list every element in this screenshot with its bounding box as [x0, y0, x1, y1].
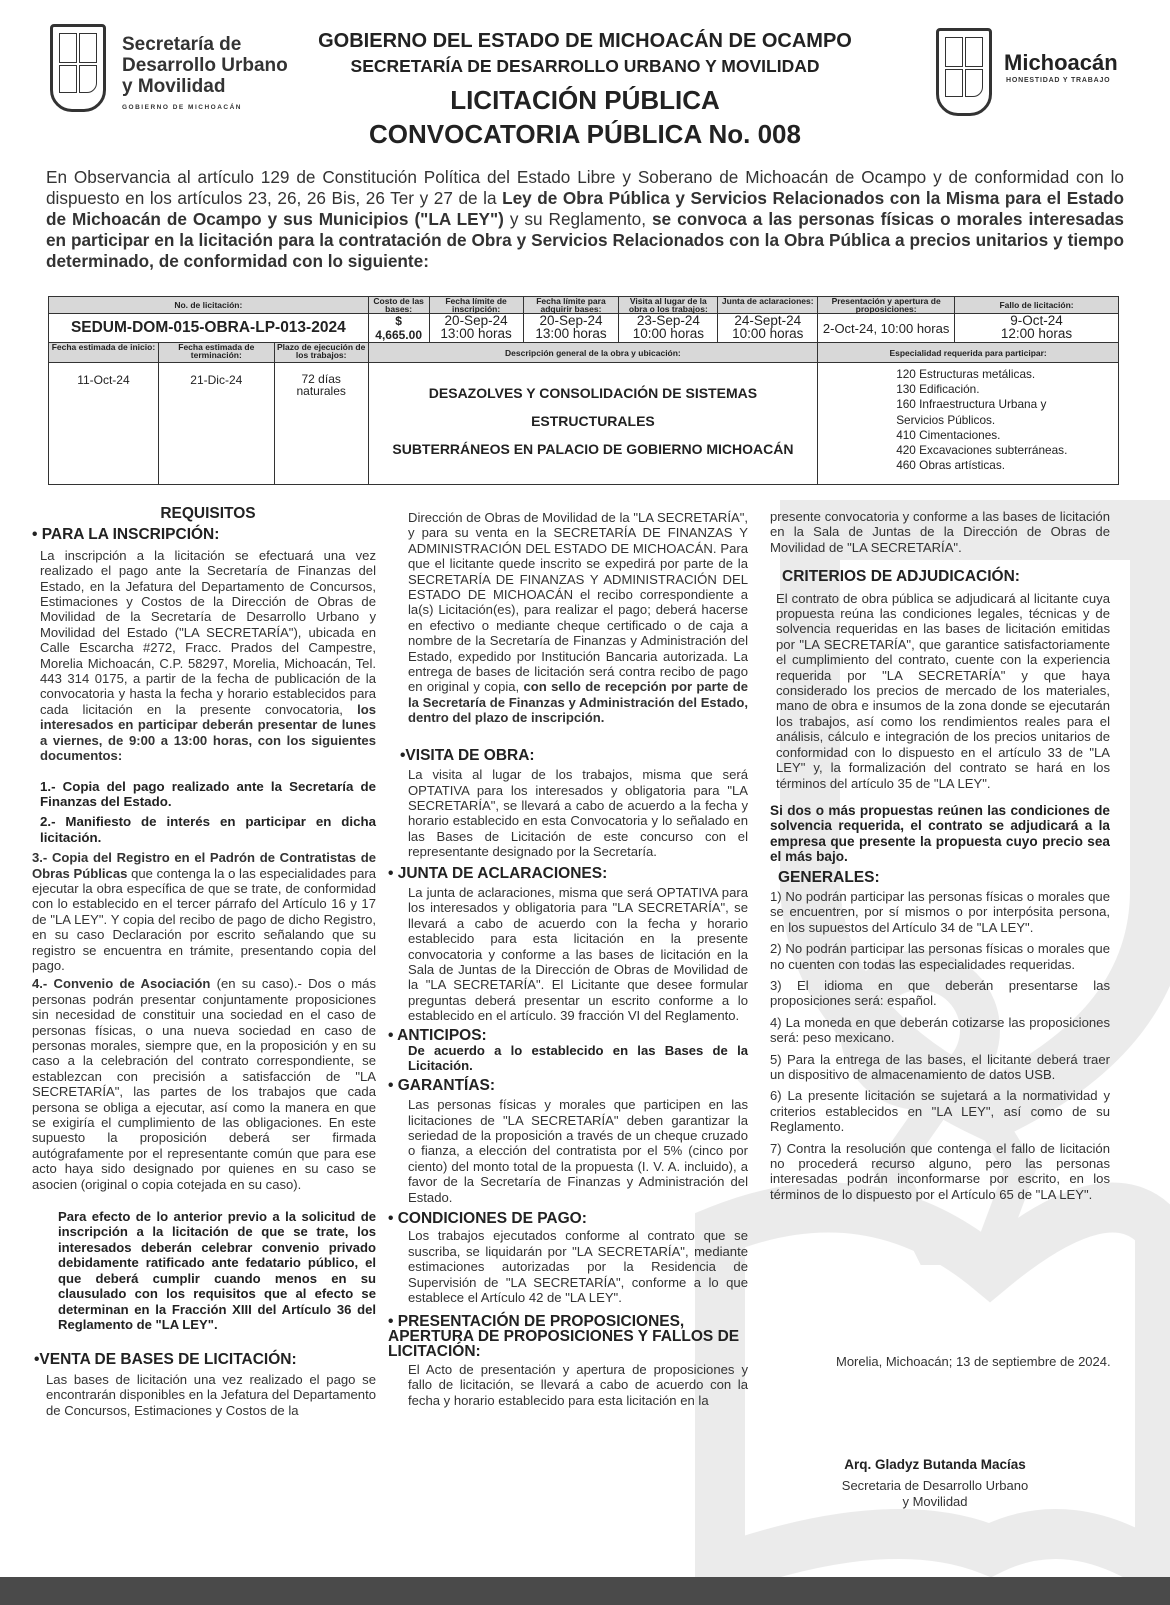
inscripcion-heading: • PARA LA INSCRIPCIÓN: — [32, 526, 220, 544]
cell-line: naturales — [296, 384, 346, 398]
cell-visita — [619, 314, 718, 343]
header-government: GOBIERNO DEL ESTADO DE MICHOACÁN DE OCAMPO — [318, 30, 852, 52]
general-3: 3) El idioma en que deberán presentarse las proposiciones será: español. — [770, 977, 1110, 1009]
criterios-heading: CRITERIOS DE ADJUDICACIÓN: — [782, 568, 1020, 586]
esp-item: Servicios Públicos. — [896, 412, 996, 427]
pago-heading: • CONDICIONES DE PAGO: — [388, 1210, 587, 1228]
cell-especialidad — [818, 363, 1119, 485]
presentacion-text: El Acto de presentación y apertura de proposiciones y fallo de licitación, se llevará a cabo de acuerdo con la fecha y horario establecido para esta licitación en la — [408, 1361, 748, 1408]
left-org-line: Secretaría de — [122, 34, 242, 55]
esp-item: 420 Excavaciones subterráneas. — [896, 443, 1068, 458]
cell-descripcion — [368, 363, 818, 485]
inscripcion-bold: los interesados en participar deberán presentar de lunes a viernes, de 9:00 a 13:00 horas, con los siguientes documentos: — [40, 701, 376, 764]
venta-text: Las bases de licitación una vez realizado el pago se encontrarán disponibles en la Jefatura del Departamento de Concursos, Estimaciones y Costos de la — [46, 1371, 376, 1418]
pago-text: Los trabajos ejecutados conforme al contrato que se suscriba, se liquidarán por "LA SECRETARÍA", mediante estimaciones autorizadas por la Residencia de Supervisión de "LA SECRETARÍA", conforme a lo que establece el Artículo 42 de "LA LEY". — [408, 1228, 748, 1306]
header-licitacion: LICITACIÓN PÚBLICA — [450, 85, 720, 115]
footer-bar — [0, 1577, 1170, 1605]
inscripcion-body: La inscripción a la licitación se efectuará una vez realizado el pago ante la Secretaría de Finanzas del Estado, en la Jefatura del Departamento de Concursos, Estimaciones y Costos de la Dirección de Obras de Movilidad de la Secretaría de Desarrollo Urbano y Movilidad del Estado ("LA SECRETARÍA"), ubicada en Calle Escarcha #272, Fracc. Prados del Campestre, Morelia Michoacán, C.P. 58297, Morelia, Michoacán, Tel. 443 314 0175, a partir de la fecha de publicación de la convocatoria y hasta la fecha y horario establecidos para cada licitación en la presente convocatoria, — [40, 547, 376, 717]
cell-fallo — [955, 314, 1119, 343]
cell-termino: 21-Dic-24 — [158, 363, 274, 485]
cell-presentacion: 2-Oct-24, 10:00 horas — [818, 314, 955, 343]
requisito-4-body: (en su caso).- Dos o más personas podrán presentar conjuntamente proposiciones sin necesidad de constituir una sociedad en el caso de personas físicas, o una nueva sociedad en caso de personas morales, siempre que, en la proposición y en su caso a la celebración del contrato correspondiente, se establezcan con precisión a satisfacción de "LA SECRETARÍA", las partes de los trabajos que cada persona se obliga a ejecutar, así como la manera en que se exigiría el cumplimiento de las obligaciones. En este supuesto la proposición deberá ser firmada autógrafamente por el representante común que para ese acto haya sido designado por quienes en su caso se asocien (original o copia cotejada en su caso). — [32, 976, 376, 1192]
cell-junta — [718, 314, 818, 343]
general-6: 6) La presente licitación se sujetará a la normatividad y criterios establecidos en "LA LEY", así como de su Reglamento. — [770, 1088, 1110, 1135]
cell-line: 23-Sep-24 — [636, 313, 700, 328]
crest-quadrant — [945, 37, 963, 67]
th-presentacion: Presentación y apertura de proposiciones: — [818, 297, 955, 314]
esp-item: 130 Edificación. — [896, 382, 980, 397]
requisito-3-body: que contenga la o las especialidades para ejecutar la obra específica de que se trate, de conformidad con lo establecido en el tercer párrafo del Artículo 16 y 17 de "LA LEY". Y copia del recibo de pago de dicho Registro, en su caso Declaración por escrito señalando que su registro se encuentra en trámite, presentando copia del pago. — [32, 865, 376, 973]
general-5: 5) Para la entrega de las bases, el licitante deberá traer un dispositivo de almacenamiento de datos USB. — [770, 1051, 1110, 1082]
cell-plazo — [274, 363, 368, 485]
column-1 — [32, 505, 376, 1418]
cell-no-licitacion: SEDUM-DOM-015-OBRA-LP-013-2024 — [49, 314, 369, 343]
cell-line: 10:00 horas — [732, 326, 804, 341]
requisito-3-title: 3.- Copia del Registro en el Padrón de Contratistas de Obras Públicas — [32, 850, 376, 881]
th-costo: Costo de las bases: — [368, 297, 429, 314]
cell-line: 72 días — [301, 372, 341, 386]
cell-line: 9-Oct-24 — [1010, 313, 1063, 328]
th-visita: Visita al lugar de la obra o los trabajos: — [619, 297, 718, 314]
junta-text: La junta de aclaraciones, misma que será OPTATIVA para los interesados y obligatoria para "LA SECRETARÍA", se llevará a cabo de acuerdo con la fecha y horario establecido para esta licitación en la presente convocatoria y conforme a las bases de licitación en la Sala de Juntas de la Dirección de Obras de Movilidad de la "LA SECRETARÍA". El Licitante que desee formular preguntas deberá presentar un escrito conforme a lo establecido en el artículo. 39 fracción VI del Reglamento. — [408, 884, 748, 1024]
crest-quadrant — [965, 69, 983, 97]
cell-inicio: 11-Oct-24 — [49, 363, 159, 485]
th-limite-bases: Fecha límite para adquirir bases: — [523, 297, 619, 314]
cell-line: 12:00 horas — [1000, 326, 1073, 341]
esp-item: 120 Estructuras metálicas. — [896, 367, 1036, 381]
intro-text: En Observancia al artículo 129 de Constitución Política del Estado Libre y Soberano de Michoacán de Ocampo y de conformidad con lo dispuesto en los artículos 23, 26, 26 Bis, 26 Ter y 27 de la — [46, 167, 1124, 208]
esp-item: 160 Infraestructura Urbana y — [896, 397, 1047, 412]
presentacion-continuation: presente convocatoria y conforme a las bases de licitación en la Sala de Juntas de la Dirección de Obras de Movilidad de "LA SECRETARÍA". — [770, 509, 1110, 555]
anticipos-heading: • ANTICIPOS: — [388, 1026, 487, 1044]
th-plazo: Plazo de ejecución de los trabajos: — [274, 343, 368, 363]
requisito-3 — [32, 850, 376, 973]
garantias-text: Las personas físicas y morales que participen en las licitaciones de "LA SECRETARÍA" deben garantizar la seriedad de la proposición a través de un cheque cruzado o fianza, a elección del contratista por el 5% (cinco por ciento) del monto total de la propuesta (I. V. A. incluido), a favor de la Secretaría de Finanzas y Administración del Estado. — [408, 1097, 748, 1205]
right-brand: Michoacán — [1004, 50, 1118, 75]
left-crest-logo — [50, 24, 106, 112]
left-org-line: y Movilidad — [122, 76, 226, 97]
header-convocatoria: CONVOCATORIA PÚBLICA No. 008 — [369, 119, 801, 149]
left-org-name — [122, 34, 288, 97]
general-2: 2) No podrán participar las personas físicas o morales que no cuenten con todas las especialidades requeridas. — [770, 941, 1110, 972]
cell-line: 20-Sep-24 — [444, 313, 508, 328]
desc-line: SUBTERRÁNEOS EN PALACIO DE GOBIERNO MICHOACÁN — [392, 441, 794, 457]
cell-limite-bases — [523, 314, 619, 343]
th-junta: Junta de aclaraciones: — [718, 297, 818, 314]
crest-quadrant — [965, 37, 983, 67]
tender-table — [48, 296, 1119, 485]
left-org-line: Desarrollo Urbano — [122, 55, 288, 76]
cell-line: 20-Sep-24 — [539, 313, 603, 328]
th-especialidad: Especialidad requerida para participar: — [818, 343, 1119, 363]
presentacion-heading: • PRESENTACIÓN DE PROPOSICIONES, APERTURA DE PROPOSICIONES Y FALLOS DE LICITACIÓN: — [388, 1312, 740, 1361]
requisito-1: 1.- Copia del pago realizado ante la Secretaría de Finanzas del Estado. — [40, 778, 376, 809]
venta-continuation — [408, 510, 748, 726]
requisito-4-title: 4.- Convenio de Asociación — [32, 976, 211, 992]
venta-heading: •VENTA DE BASES DE LICITACIÓN: — [34, 1351, 297, 1369]
generales-heading: GENERALES: — [778, 868, 880, 886]
cell-costo: $ 4,665.00 — [368, 314, 429, 343]
cell-line: 13:00 horas — [440, 326, 512, 341]
esp-item: 460 Obras artísticas. — [896, 458, 1006, 473]
criterios-text: El contrato de obra pública se adjudicará al licitante cuya propuesta reúna las condiciones legales, técnicas y de solvencia requeridas en las bases de licitación emitidas por "LA SECRETARÍA", que garantice satisfactoriamente el cumplimiento del contrato, cuente con la experiencia requerida por "LA SECRETARÍA" y que haya considerado los precios de mercado de los materiales, mano de obra e insumos de la zona donde se ejecutarán los trabajos, así como los rendimientos reales para el análisis, cálculo e integración de los precios unitarios de conformidad con lo dispuesto en el artículo 33 de "LA LEY" y, la formalización del contrato se hará en los términos del artículo 35 de "LA LEY". — [776, 590, 1110, 791]
crest-quadrant — [59, 65, 77, 93]
anticipos-text: De acuerdo a lo establecido en las Bases de la Licitación. — [408, 1043, 748, 1074]
visita-heading: •VISITA DE OBRA: — [400, 746, 535, 764]
th-fallo: Fallo de licitación: — [955, 297, 1119, 314]
signer-title-2: y Movilidad — [902, 1494, 968, 1509]
cell-line: 24-Sept-24 — [734, 313, 802, 328]
th-descripcion: Descripción general de la obra y ubicación: — [368, 343, 818, 363]
right-tagline: HONESTIDAD Y TRABAJO — [1006, 77, 1111, 84]
intro-law-name: Ley de Obra Pública y Servicios Relacionados con la Misma para el Estado de Michoacán de Ocampo y sus Municipios ("LA LEY") — [46, 188, 1124, 229]
requisitos-heading: REQUISITOS — [160, 505, 256, 522]
column-3 — [770, 509, 1110, 1202]
crest-quadrant — [945, 69, 963, 97]
requisito-2: 2.- Manifiesto de interés en participar en dicha licitación. — [40, 814, 376, 845]
crest-quadrant — [59, 33, 77, 63]
general-7: 7) Contra la resolución que contenga el fallo de licitación no procederá recurso alguno, pero las personas interesadas podrán inconformarse por escrito, en los términos de lo dispuesto por el Artículo 65 de "LA LEY". — [770, 1140, 1110, 1202]
header-secretaria: SECRETARÍA DE DESARROLLO URBANO Y MOVILIDAD — [350, 56, 820, 76]
cell-line: 13:00 horas — [535, 326, 607, 341]
signer-title-1: Secretaria de Desarrollo Urbano — [841, 1478, 1029, 1493]
intro-convoca: se convoca a las personas físicas o morales interesadas en participar en la licitación para la contratación de Obra y Servicios Relacionados con la Obra Pública a precios unitarios y tiempo determinado, de conformidad con lo siguiente: — [46, 209, 1124, 271]
esp-item: 410 Cimentaciones. — [896, 427, 1001, 442]
desc-line: DESAZOLVES Y CONSOLIDACIÓN DE SISTEMAS ESTRUCTURALES — [428, 385, 758, 429]
column-2 — [388, 510, 748, 1408]
venta-cont-body: Dirección de Obras de Movilidad de la "LA SECRETARÍA", y para su venta en la SECRETARÍA DE FINANZAS Y ADMINISTRACIÓN DEL ESTADO DE MICHOACÁN. Para que el licitante quede inscrito se expedirá por parte de la SECRETARÍA DE FINANZAS Y ADMINISTRACIÓN DEL ESTADO DE MICHOACÁN el recibo correspondiente a la(s) Licitación(es), para realizar el pago; deberá hacerse en efectivo o mediante cheque certificado o de caja a nombre de la Secretaría de Finanzas y Administración del Estado, expedido por Institución Bancaria autorizada. La entrega de bases de licitación será contra recibo de pago en original y copia, — [408, 510, 748, 695]
cell-line: 10:00 horas — [632, 326, 704, 341]
requisito-4 — [32, 976, 376, 1192]
intro-text: y su Reglamento, — [503, 209, 652, 229]
crest-quadrant — [79, 33, 97, 63]
th-termino: Fecha estimada de terminación: — [158, 343, 274, 363]
garantias-heading: • GARANTÍAS: — [388, 1076, 496, 1094]
venta-cont-bold: con sello de recepción por parte de la Secretaría de Finanzas y Administración del Estado, dentro del plazo de inscripción. — [408, 679, 748, 726]
inscripcion-text — [40, 548, 376, 764]
para-efecto: Para efecto de lo anterior previo a la solicitud de inscripción a la licitación de que se trate, los interesados deberán celebrar convenio privado debidamente ratificado ante fedatario público, el que deberá cumplir cuando menos en su clausulado con los requisitos que al efecto se determinan en la Fracción XIII del Artículo 36 del Reglamento de "LA LEY". — [58, 1209, 376, 1332]
solvencia-text: Si dos o más propuestas reúnen las condiciones de solvencia requerida, el contrato se adjudicará a la empresa que presente la propuesta cuyo precio sea el más bajo. — [770, 802, 1110, 865]
place-date: Morelia, Michoacán; 13 de septiembre de 2024. — [836, 1354, 1111, 1369]
junta-heading: • JUNTA DE ACLARACIONES: — [388, 864, 608, 882]
crest-quadrant — [79, 65, 97, 93]
visita-text: La visita al lugar de los trabajos, misma que será OPTATIVA para los interesados y obligatoria para "LA SECRETARÍA", se llevará a cabo de acuerdo a la fecha y horario establecido en esta Convocatoria y lo señalado en las Bases de Licitación de este concurso con el representante designado por la Secretaría. — [408, 767, 748, 860]
th-no-licitacion: No. de licitación: — [49, 297, 369, 314]
th-inicio: Fecha estimada de inicio: — [49, 343, 159, 363]
left-org-sub: GOBIERNO DE MICHOACÁN — [122, 104, 242, 111]
general-4: 4) La moneda en que deberán cotizarse las proposiciones será: peso mexicano. — [770, 1014, 1110, 1046]
th-limite-inscripcion: Fecha límite de inscripción: — [429, 297, 523, 314]
right-crest-logo — [936, 28, 992, 116]
cell-limite-inscripcion — [429, 314, 523, 343]
general-1: 1) No podrán participar las personas físicas o morales que se encuentren, por sí mismos o por interpósita persona, en los supuestos del Artículo 34 de "LA LEY". — [770, 888, 1110, 935]
intro-paragraph — [46, 167, 1124, 272]
signer-name: Arq. Gladyz Butanda Macías — [844, 1457, 1026, 1472]
